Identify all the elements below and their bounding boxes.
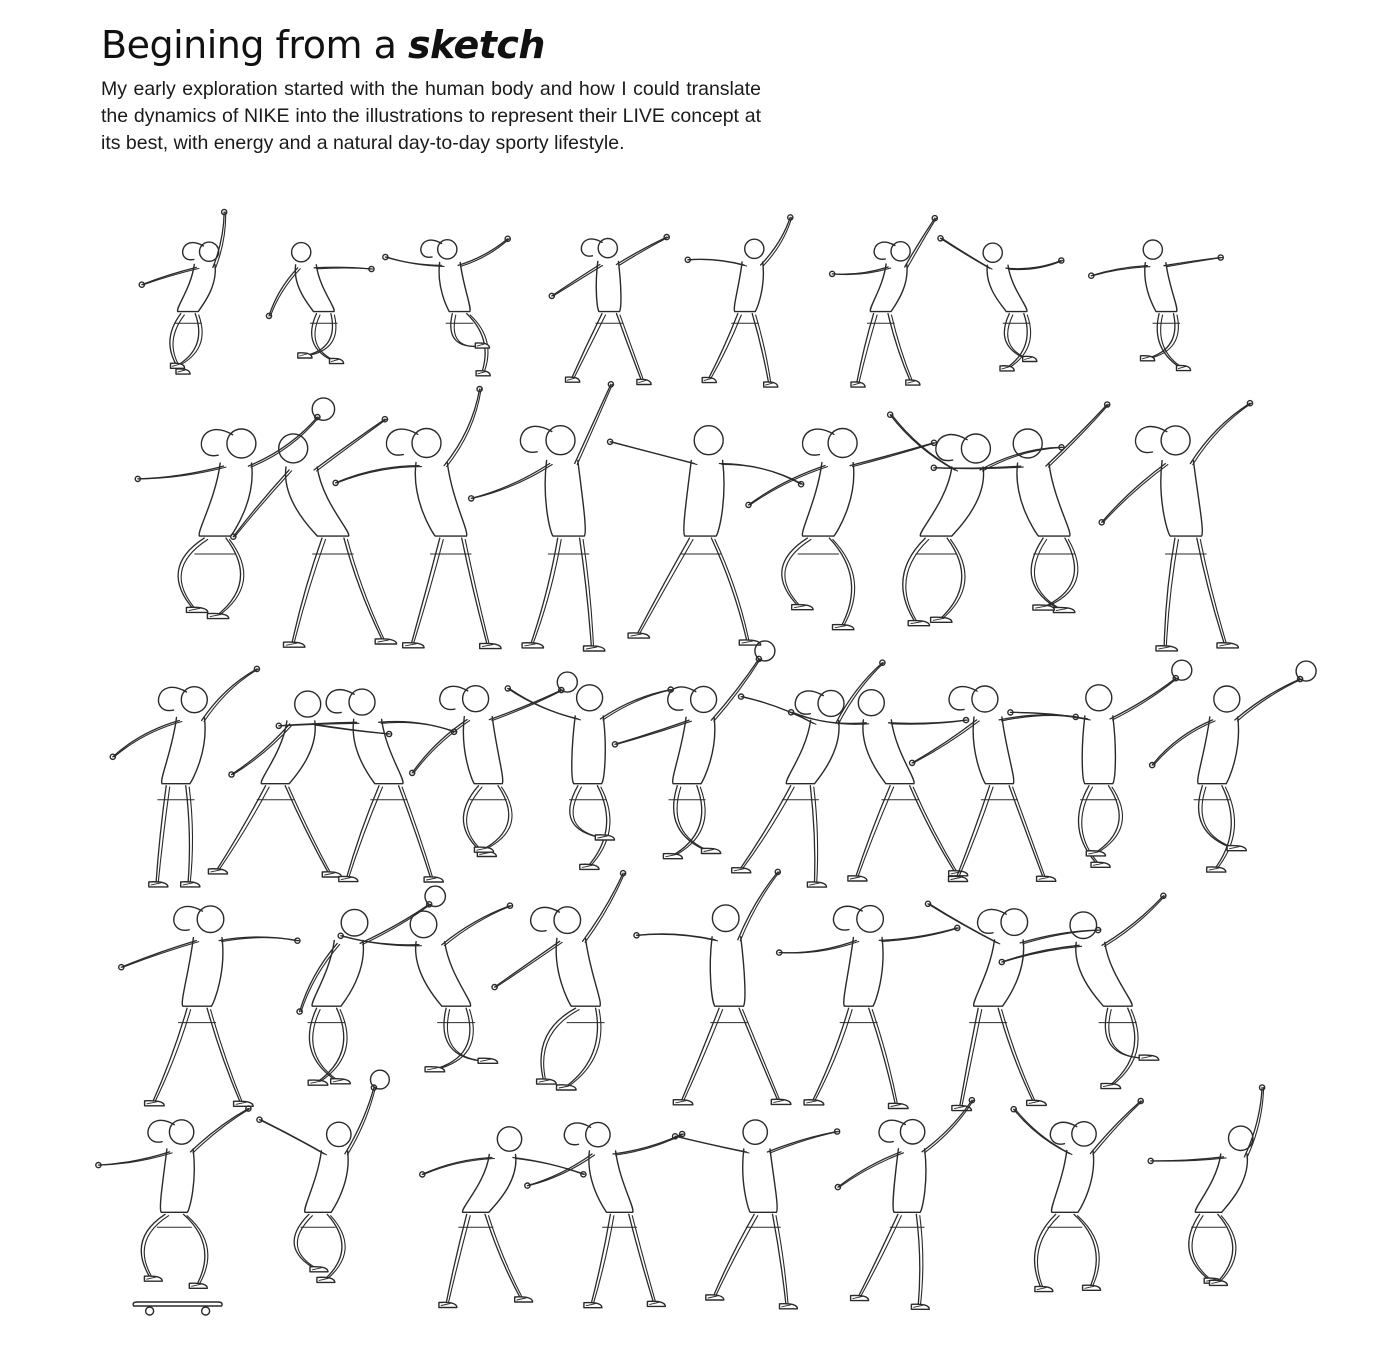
title-emphasis: sketch xyxy=(407,23,545,67)
floating-leap-figure xyxy=(1089,240,1224,371)
skateboarder-figure xyxy=(96,1106,251,1315)
basketball-reach-figure xyxy=(410,672,578,856)
forward-bend-left-figure xyxy=(789,690,969,881)
leap-reach-figure xyxy=(505,685,673,870)
title-plain: Begining from a xyxy=(101,23,408,67)
lunging-reach-figure xyxy=(420,1127,586,1308)
intro-paragraph: My early exploration started with the human body and how I could translate the dynamics of NIKE into the illustrations to represent their LIVE concept at its best, with energy and a natural day-to-day sporty lifestyle. xyxy=(101,78,761,154)
flying-lunge-figure xyxy=(938,236,1064,371)
extended-lunge-figure xyxy=(634,869,791,1105)
vertical-jump-figure xyxy=(1099,401,1253,651)
headband-runner-figure xyxy=(1011,1098,1143,1291)
sprinting-runner-figure xyxy=(1148,1085,1265,1286)
side-bend-figure xyxy=(549,235,669,385)
high-five-jump-left-figure xyxy=(333,387,501,649)
hooded-runner-figure xyxy=(525,1122,685,1307)
ball-dance-figure xyxy=(297,886,445,1085)
tennis-serve-figure xyxy=(612,641,775,859)
lunge-run-figure xyxy=(608,426,804,645)
ball-jump-figure xyxy=(1150,661,1317,872)
side-stretch-figure xyxy=(139,209,227,374)
forward-bend-right-figure xyxy=(910,686,1079,882)
sprinter-start-figure xyxy=(231,417,397,648)
dance-jump-figure xyxy=(208,691,391,877)
high-five-jump-right-figure xyxy=(469,382,614,651)
warrior-two-figure xyxy=(777,906,960,1109)
warrior-pose-figure xyxy=(266,243,374,364)
jump-shot-figure xyxy=(931,402,1110,613)
kick-jump-figure xyxy=(276,689,457,882)
leaning-runner-figure xyxy=(835,1098,974,1310)
high-kick-figure xyxy=(999,893,1166,1088)
crouching-stretch-figure xyxy=(685,215,793,387)
arabesque-figure xyxy=(119,906,300,1106)
tree-pose-figure xyxy=(925,901,1100,1110)
volleyball-reach-figure xyxy=(135,398,334,619)
dribble-figure xyxy=(1008,660,1192,867)
side-stretch-lean-figure xyxy=(338,903,512,1072)
soccer-kick-figure xyxy=(257,1070,389,1282)
leaping-dancer-figure xyxy=(383,236,511,376)
running-stride-figure xyxy=(888,412,1064,626)
jump-reach-figure xyxy=(110,666,259,887)
walking-jacket-figure xyxy=(673,1120,840,1309)
lunge-kick-figure xyxy=(830,216,938,388)
